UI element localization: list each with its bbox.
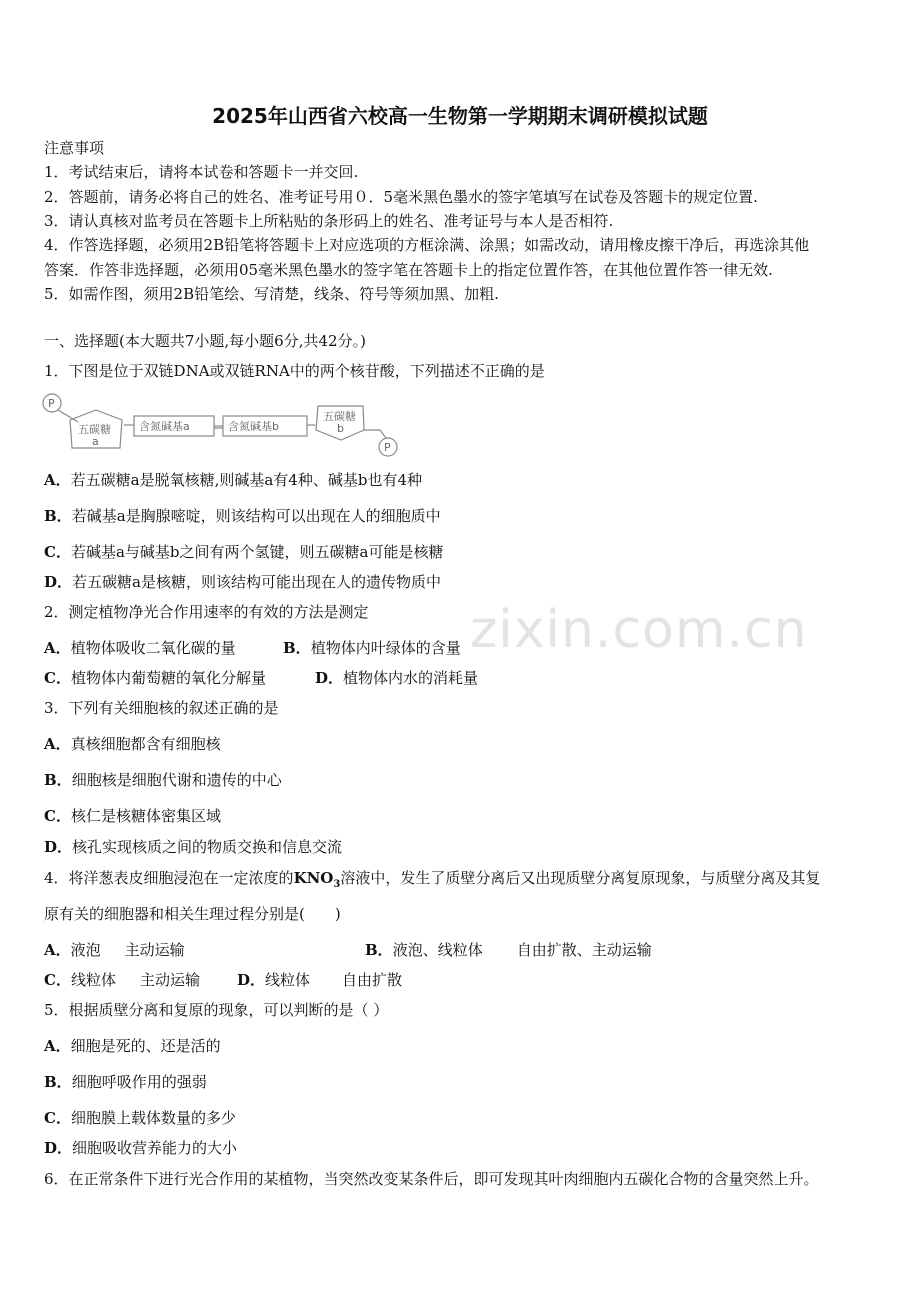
notice-item: 5．如需作图，须用2B铅笔绘、写清楚，线条、符号等须加黑、加粗. [44,285,499,303]
option-label: A． [44,941,71,959]
question-text: 下列有关细胞核的叙述正确的是 [68,699,279,717]
base-a-label: 含氮碱基a [139,420,190,433]
question-number: 2． [44,603,69,621]
nucleotide-diagram [40,392,410,462]
page-title: 2025年山西省六校高一生物第一学期期末调研模拟试题 [212,104,708,128]
sugar-b-label: 五碳糖 [323,410,356,423]
option-a[interactable] [44,470,422,490]
option-text: 若五碳糖a是核糖，则该结构可能出现在人的遗传物质中 [72,573,441,591]
notice-item: 1．考试结束后，请将本试卷和答题卡一并交回. [44,163,359,181]
question-number: 3． [44,699,69,717]
option-d[interactable] [44,837,342,857]
option-a[interactable] [44,638,236,658]
question-text: 在正常条件下进行光合作用的某植物，当突然改变某条件后，即可发现其叶肉细胞内五碳化合物的含量突然上升。 [68,1170,819,1188]
option-b[interactable] [44,1072,207,1092]
option-a[interactable] [44,734,221,754]
option-label: D． [44,1139,73,1157]
option-label: B． [44,771,72,789]
option-label: B． [44,507,72,525]
section-heading: 一、选择题(本大题共7小题,每小题6分,共42分。) [44,332,366,350]
option-text: 细胞吸收营养能力的大小 [72,1139,238,1157]
option-label: A． [44,1037,71,1055]
question-text: 下图是位于双链DNA或双链RNA中的两个核苷酸，下列描述不正确的是 [68,362,545,380]
base-b-label: 含氮碱基b [228,420,279,433]
option-c[interactable] [44,970,200,990]
option-text: 植物体内葡萄糖的氧化分解量 [70,669,266,687]
option-c[interactable] [44,542,443,562]
question-4-stem-cont: 原有关的细胞器和相关生理过程分别是( ) [44,905,341,923]
notice-item: 答案．作答非选择题，必须用05毫米黑色墨水的签字笔在答题卡上的指定位置作答，在其他位置作答一律无效. [44,261,773,279]
option-label: B． [44,1073,72,1091]
option-text: 主动运输 [139,971,200,989]
option-text: 真核细胞都含有细胞核 [70,735,221,753]
question-number: 1． [44,362,69,380]
notice-heading: 注意事项 [44,139,105,157]
option-label: D． [237,971,266,989]
question-number: 4． [44,869,69,887]
sugar-a-label: 五碳糖 [78,423,111,436]
option-label: A． [44,735,71,753]
option-label: C． [44,807,71,825]
option-a[interactable] [44,1036,221,1056]
option-label: D． [44,573,73,591]
question-4-stem [44,868,820,895]
option-text: 液泡 [70,941,101,959]
question-3-stem [44,698,279,718]
option-text: 细胞呼吸作用的强弱 [71,1073,207,1091]
option-label: A． [44,471,71,489]
option-a[interactable] [44,940,185,960]
option-label: A． [44,639,71,657]
option-text: 植物体内水的消耗量 [343,669,479,687]
formula-subscript: 3 [333,879,341,890]
option-label: B． [283,639,311,657]
notice-item: 3．请认真核对监考员在答题卡上所粘贴的条形码上的姓名、准考证号与本人是否相符. [44,212,614,230]
option-text: 自由扩散、主动运输 [516,941,652,959]
phosphate-label: P [48,397,55,410]
option-text: 植物体内叶绿体的含量 [310,639,461,657]
option-d[interactable] [237,970,402,990]
option-label: C． [44,543,71,561]
option-text: 主动运输 [124,941,185,959]
option-text: 自由扩散 [342,971,403,989]
option-label: D． [315,669,344,687]
question-6-stem [44,1169,819,1189]
option-d[interactable] [44,572,441,592]
option-label: C． [44,1109,71,1127]
notice-item: 4．作答选择题，必须用2B铅笔将答题卡上对应选项的方框涂满、涂黑；如需改动，请用橡皮擦干净后，再选涂其他 [44,236,810,254]
option-b[interactable] [365,940,652,960]
notice-item: 2．答题前，请务必将自己的姓名、准考证号用０．5毫米黑色墨水的签字笔填写在试卷及答题卡的规定位置. [44,188,758,206]
option-b[interactable] [44,506,441,526]
option-text: 植物体吸收二氧化碳的量 [70,639,236,657]
sugar-a-letter: a [92,435,99,448]
option-text: 若五碳糖a是脱氧核糖,则碱基a有4种、碱基b也有4种 [70,471,422,489]
option-c[interactable] [44,668,266,688]
option-label: B． [365,941,393,959]
question-number: 6． [44,1170,69,1188]
question-text: 溶液中，发生了质壁分离后又出现质壁分离复原现象，与质壁分离及其复 [340,869,821,887]
option-d[interactable] [315,668,478,688]
question-5-stem [44,1000,388,1020]
question-2-stem [44,602,369,622]
option-text: 细胞是死的、还是活的 [70,1037,221,1055]
option-text: 线粒体 [70,971,116,989]
question-text: 将洋葱表皮细胞浸泡在一定浓度的 [68,869,294,887]
option-b[interactable] [283,638,461,658]
option-c[interactable] [44,1108,236,1128]
option-text: 核孔实现核质之间的物质交换和信息交流 [72,838,343,856]
option-text: 若碱基a是胸腺嘧啶，则该结构可以出现在人的细胞质中 [71,507,441,525]
bond-line [364,430,386,438]
option-text: 细胞膜上载体数量的多少 [70,1109,236,1127]
sugar-b-letter: b [337,422,344,435]
formula: KNO [293,869,334,887]
option-text: 细胞核是细胞代谢和遗传的中心 [71,771,282,789]
question-number: 5． [44,1001,69,1019]
option-label: D． [44,838,73,856]
bond-line [58,410,78,422]
option-text: 液泡、线粒体 [392,941,483,959]
option-b[interactable] [44,770,282,790]
option-label: C． [44,669,71,687]
question-text: 测定植物净光合作用速率的有效的方法是测定 [68,603,369,621]
option-label: C． [44,971,71,989]
watermark: zixin.com.cn [470,600,808,660]
option-text: 线粒体 [265,971,311,989]
question-1-stem [44,361,545,381]
question-text: 根据质壁分离和复原的现象，可以判断的是（ ） [68,1001,389,1019]
phosphate-label: P [384,441,391,454]
option-c[interactable] [44,806,221,826]
option-text: 若碱基a与碱基b之间有两个氢键，则五碳糖a可能是核糖 [70,543,444,561]
option-d[interactable] [44,1138,237,1158]
option-text: 核仁是核糖体密集区域 [70,807,221,825]
